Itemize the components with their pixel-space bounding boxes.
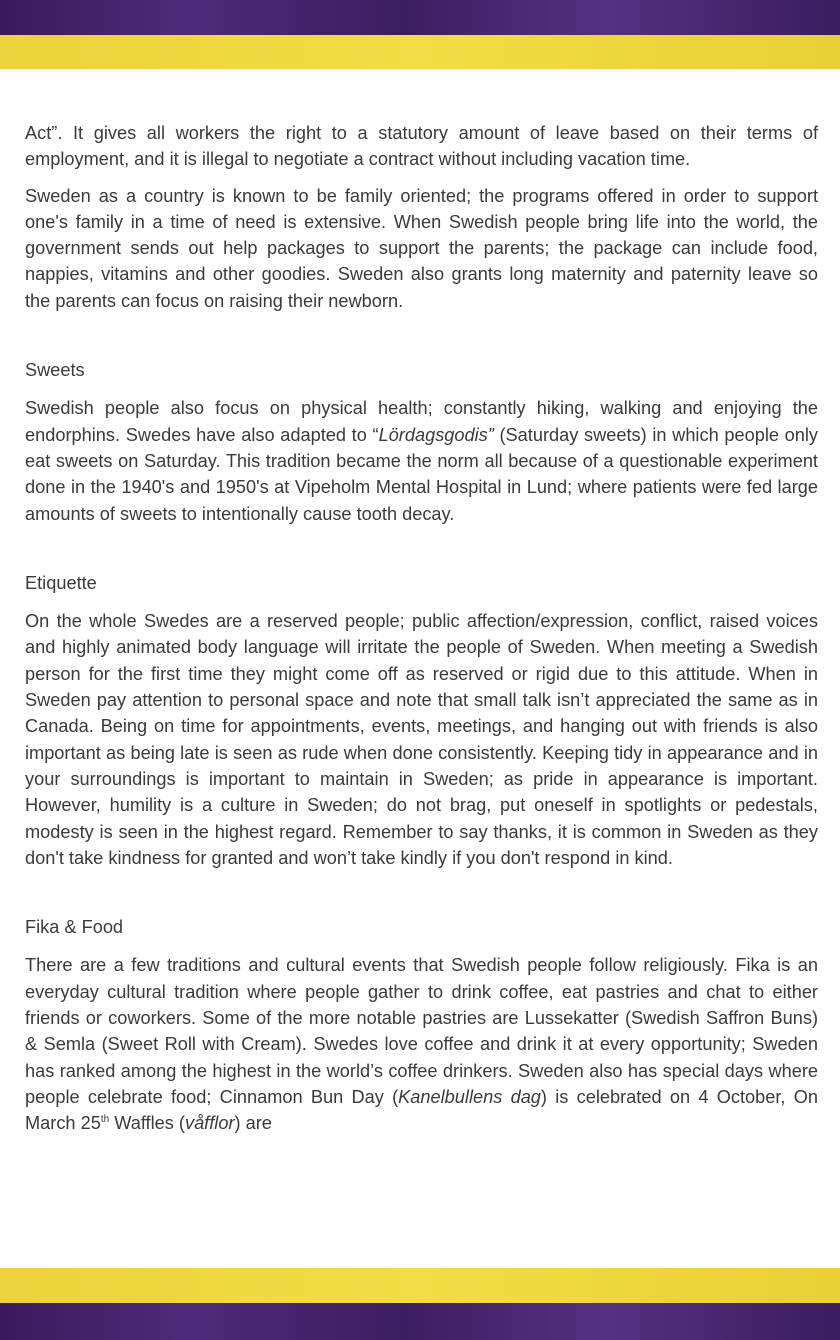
- top-yellow-stripe: [0, 35, 840, 69]
- fika-paragraph: [25, 952, 818, 1136]
- fika-text-a: There are a few traditions and cultural events that Swedish people follow religiously. Fika is an everyday cultural tradition where people gather to drink coffee, eat pastries and chat to either friends or coworkers. Some of the more notable pastries are Lussekatter (Swedish Saffron Buns) & Semla (Sweet Roll with Cream). Swedes love coffee and drink it at every opportunity; Sweden has ranked among the highest in the world’s coffee drinkers. Sweden also has special days where people celebrate food; Cinnamon Bun Day (: [25, 955, 818, 1107]
- top-purple-band: [0, 0, 840, 35]
- sweets-term: Lördagsgodis”: [378, 424, 494, 445]
- bottom-yellow-stripe: [0, 1268, 840, 1303]
- section-heading-etiquette: Etiquette: [25, 572, 97, 593]
- fika-text-c: Waffles (: [109, 1113, 185, 1134]
- page-content: [25, 120, 818, 1137]
- bottom-purple-band: [0, 1303, 840, 1340]
- intro-paragraph-1: Act”. It gives all workers the right to a statutory amount of leave based on their terms of employment, and it is illegal to negotiate a contract without including vacation time.: [25, 123, 818, 170]
- section-heading-fika: Fika & Food: [25, 917, 124, 938]
- fika-term-2: våfflor: [184, 1113, 235, 1134]
- sweets-paragraph: [25, 395, 818, 526]
- fika-text-b: ) is celebrated on 4 October, On March 25: [25, 1086, 818, 1134]
- intro-paragraph-2: Sweden as a country is known to be family oriented; the programs offered in order to support one's family in a time of need is extensive. When Swedish people bring life into the world, the government sends out help packages to support the parents; the package can include food, nappies, vitamins and other goodies. Sweden also grants long maternity and paternity leave so the parents can focus on raising their newborn.: [25, 185, 818, 311]
- sweets-text-b: (Saturday sweets) in which people only eat sweets on Saturday. This tradition became the norm all because of a questionable experiment done in the 1940's and 1950's at Vipeholm Mental Hospital in Lund; where patients were fed large amounts of sweets to intentionally cause tooth decay.: [25, 424, 819, 524]
- section-heading-sweets: Sweets: [25, 360, 85, 381]
- fika-term-1: Kanelbullens dag: [398, 1086, 541, 1107]
- sweets-text-a: Swedish people also focus on physical health; constantly hiking, walking and enjoying the endorphins. Swedes have also adapted to “: [25, 398, 818, 445]
- fika-text-d: ) are: [234, 1113, 272, 1134]
- etiquette-paragraph: On the whole Swedes are a reserved people; public affection/expression, conflict, raised voices and highly animated body language will irritate the people of Sweden. When meeting a Swedish person for the first time they might come off as reserved or rigid due to this attitude. When in Sweden pay attention to personal space and note that small talk isn’t appreciated the same as in Canada. Being on time for appointments, events, meetings, and hanging out with friends is also important as being late is seen as rude when done consistently. Keeping tidy in appearance and in your surroundings is important to maintain in Sweden; as pride in appearance is important. However, humility is a culture in Sweden; do not brag, put oneself in spotlights or pedestals, modesty is seen in the highest regard. Remember to say thanks, it is common in Sweden as they don't take kindness for granted and won’t take kindly if you don't respond in kind.: [25, 611, 818, 868]
- fika-superscript: th: [100, 1114, 110, 1126]
